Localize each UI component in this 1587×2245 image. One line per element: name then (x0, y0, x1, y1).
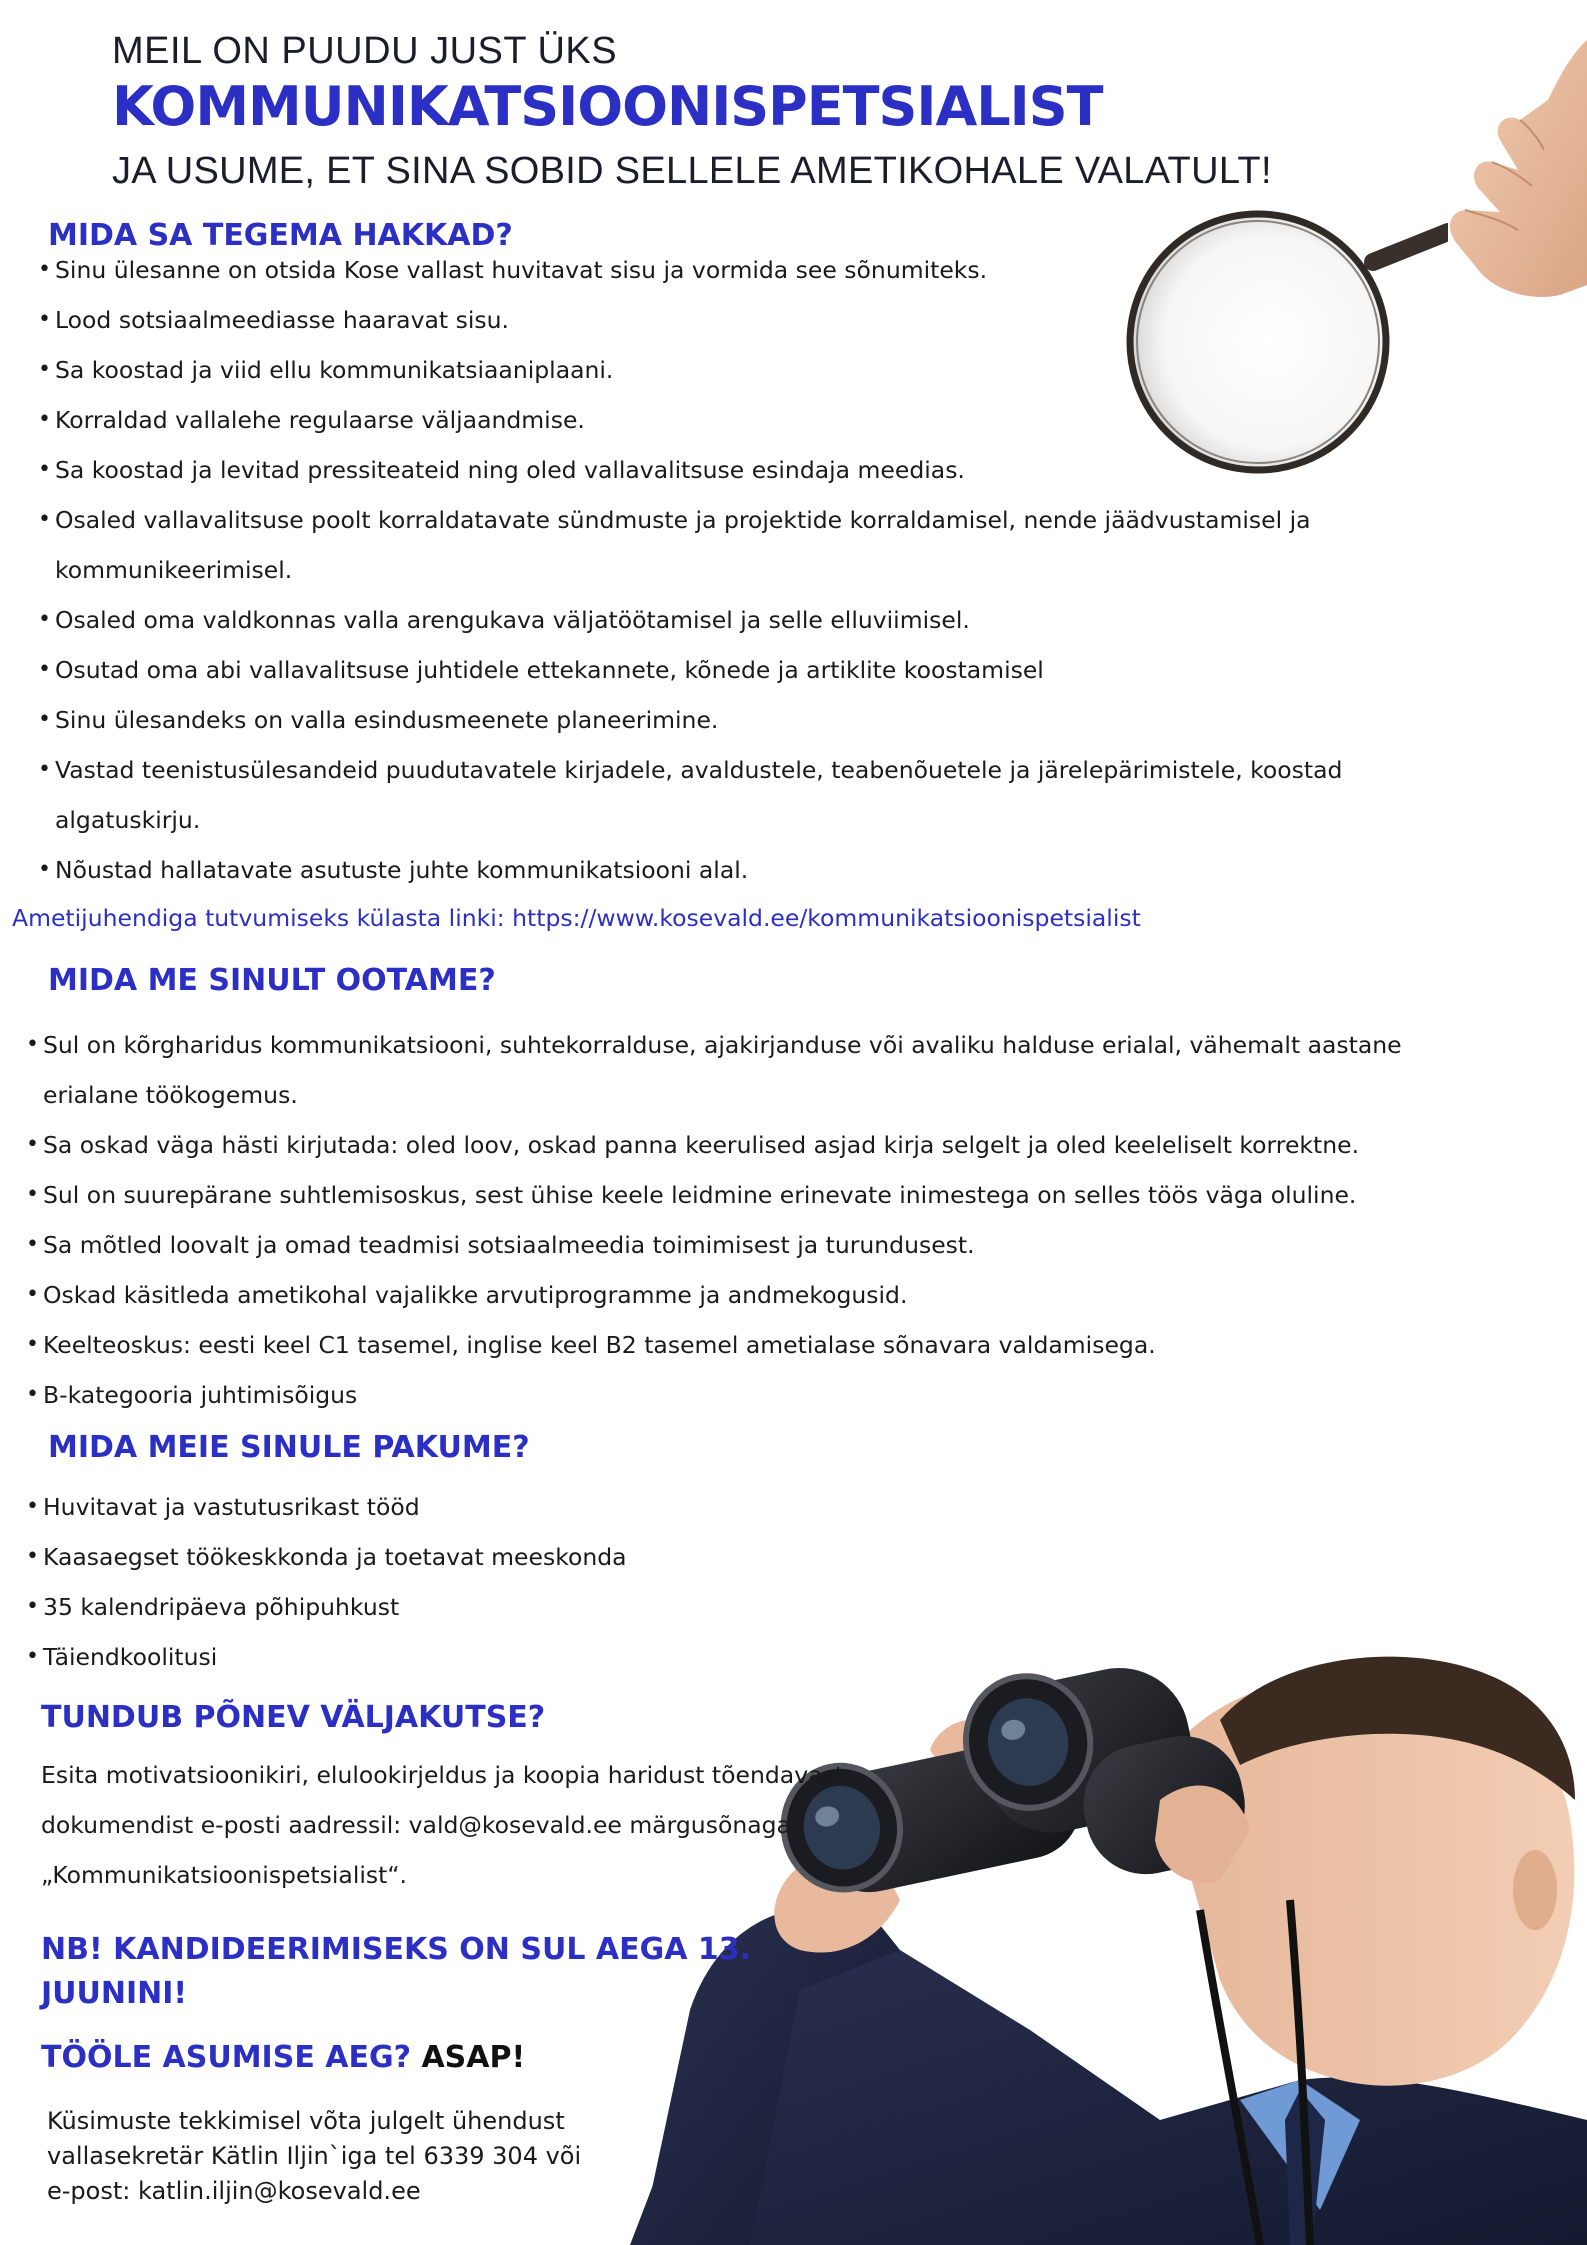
start-date-answer: ASAP! (421, 2040, 526, 2075)
list-item: • Sul on suurepärane suhtlemisoskus, sest ühise keele leidmine erinevate inimestega on selles töös väga oluline. (26, 1170, 1566, 1220)
tasks-list (38, 245, 1538, 895)
list-item: • Sinu ülesanne on otsida Kose vallast huvitavat sisu ja vormida see sõnumiteks. (38, 245, 1538, 295)
list-item: • Täiendkoolitusi (26, 1632, 926, 1682)
requirements-list (26, 1020, 1566, 1420)
section-title-tasks: MIDA SA TEGEMA HAKKAD? (48, 218, 513, 253)
apply-line: dokumendist e-posti aadressil: vald@kosevald.ee märgusõnaga (41, 1811, 791, 1839)
list-item: • Sa koostad ja viid ellu kommunikatsiaaniplaani. (38, 345, 1538, 395)
job-title: KOMMUNIKATSIOONISPETSIALIST (112, 75, 1103, 138)
job-ad-header (112, 30, 1412, 193)
contact-line: vallasekretär Kätlin Iljin`iga tel 6339 304 või (47, 2142, 582, 2170)
list-item-continuation: kommunikeerimisel. (55, 556, 293, 584)
list-item: • Nõustad hallatavate asutuste juhte kommunikatsiooni alal. (38, 845, 1538, 895)
list-item: • Sa oskad väga hästi kirjutada: oled loov, oskad panna keerulised asjad kirja selgelt ja oled keeleliselt korrektne. (26, 1120, 1566, 1170)
list-item: • Vastad teenistusülesandeid puudutavatele kirjadele, avaldustele, teabenõuetele ja järelepärimistele, koostad (38, 745, 1538, 795)
list-item: • Sinu ülesandeks on valla esindusmeenete planeerimine. (38, 695, 1538, 745)
section-title-requirements: MIDA ME SINULT OOTAME? (48, 963, 496, 998)
apply-line: Esita motivatsioonikiri, elulookirjeldus ja koopia haridust tõendavast (41, 1761, 844, 1789)
contact-line: Küsimuste tekkimisel võta julgelt ühendust (47, 2107, 565, 2135)
header-line-1: MEIL ON PUUDU JUST ÜKS (112, 30, 618, 72)
contact-info (47, 2104, 647, 2209)
apply-instructions (41, 1750, 941, 1900)
header-line-3: JA USUME, ET SINA SOBID SELLELE AMETIKOHALE VALATULT! (112, 149, 1272, 192)
list-item: • Huvitavat ja vastutusrikast tööd (26, 1482, 926, 1532)
list-item: • Oskad käsitleda ametikohal vajalikke arvutiprogramme ja andmekogusid. (26, 1270, 1566, 1320)
job-description-link[interactable]: Ametijuhendiga tutvumiseks külasta linki: https://www.kosevald.ee/kommunikatsioonispetsialist (12, 904, 1141, 932)
list-item: • Sa koostad ja levitad pressiteateid ning oled vallavalitsuse esindaja meedias. (38, 445, 1538, 495)
list-item-continuation: algatuskirju. (55, 806, 201, 834)
start-date-question: TÖÖLE ASUMISE AEG? (41, 2040, 412, 2075)
list-item: • Osutad oma abi vallavalitsuse juhtidele ettekannete, kõnede ja artiklite koostamisel (38, 645, 1538, 695)
contact-line: e-post: katlin.iljin@kosevald.ee (47, 2177, 421, 2205)
list-item: • B-kategooria juhtimisõigus (26, 1370, 1566, 1420)
list-item: • Korraldad vallalehe regulaarse väljaandmise. (38, 395, 1538, 445)
list-item-continuation: erialane töökogemus. (43, 1081, 298, 1109)
list-item: • Keelteoskus: eesti keel C1 tasemel, inglise keel B2 tasemel ametialase sõnavara valdamisega. (26, 1320, 1566, 1370)
apply-line: „Kommunikatsioonispetsialist“. (41, 1861, 407, 1889)
list-item: • Osaled vallavalitsuse poolt korraldatavate sündmuste ja projektide korraldamisel, nende jäädvustamisel ja (38, 495, 1538, 545)
list-item: • Lood sotsiaalmeediasse haaravat sisu. (38, 295, 1538, 345)
section-title-offers: MIDA MEIE SINULE PAKUME? (48, 1430, 530, 1465)
list-item: • Sul on kõrgharidus kommunikatsiooni, suhtekorralduse, ajakirjanduse või avaliku halduse erialal, vähemalt aastane (26, 1020, 1566, 1070)
list-item: • Kaasaegset töökeskkonda ja toetavat meeskonda (26, 1532, 926, 1582)
application-deadline: NB! KANDIDEERIMISEKS ON SUL AEGA 13. JUUNINI! (41, 1932, 752, 2011)
section-title-apply: TUNDUB PÕNEV VÄLJAKUTSE? (41, 1700, 546, 1735)
list-item: • 35 kalendripäeva põhipuhkust (26, 1582, 926, 1632)
list-item: • Osaled oma valdkonnas valla arengukava väljatöötamisel ja selle elluviimisel. (38, 595, 1538, 645)
list-item: • Sa mõtled loovalt ja omad teadmisi sotsiaalmeedia toimimisest ja turundusest. (26, 1220, 1566, 1270)
start-date (41, 2040, 525, 2075)
